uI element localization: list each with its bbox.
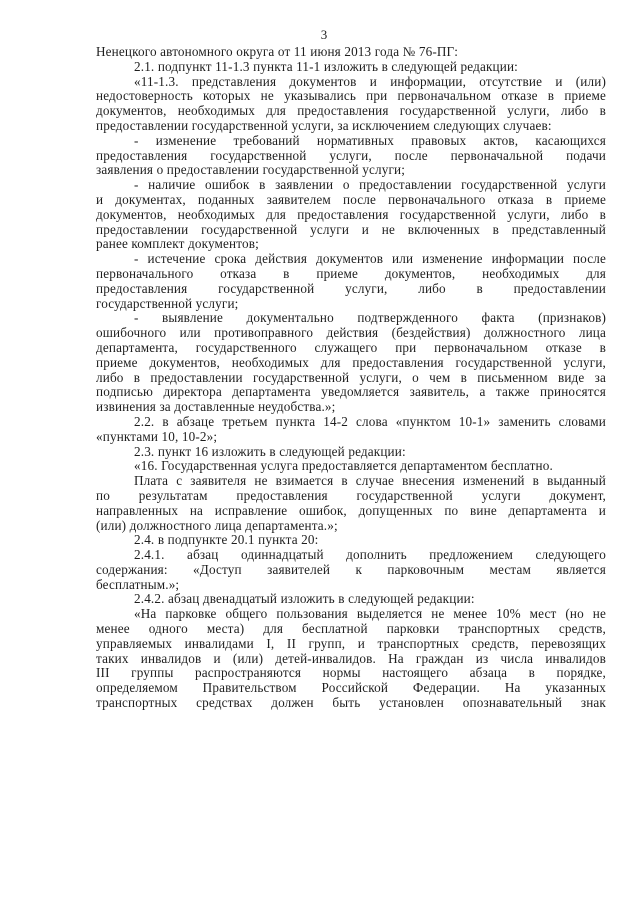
text-line: - изменение требований нормативных правовых актов, касающихся <box>134 133 606 148</box>
paragraph <box>96 607 606 711</box>
text-line: «На парковке общего пользования выделяется не менее 10% мест (но не <box>134 607 606 622</box>
paragraph <box>96 134 606 178</box>
paragraph <box>96 533 606 548</box>
text-line: предоставлении государственной услуги и не включенных в представленный <box>96 222 606 237</box>
text-line: «16. Государственная услуга предоставляется департаментом бесплатно. <box>134 459 553 474</box>
paragraph <box>96 75 606 134</box>
text-line: документов, необходимых для предоставления государственной услуги, либо в <box>96 207 606 222</box>
text-line: 2.4.2. абзац двенадцатый изложить в следующей редакции: <box>134 592 475 607</box>
document-body <box>96 45 606 711</box>
text-line: по результатам предоставления государственной услуги документ, <box>96 488 606 503</box>
text-line: предоставления государственной услуги, либо в предоставлении <box>96 281 606 296</box>
text-line: предоставления государственной услуги, после первоначальной подачи <box>96 148 606 163</box>
text-line: 2.4. в подпункте 20.1 пункта 20: <box>134 533 319 548</box>
paragraph <box>96 60 606 75</box>
text-line: 2.2. в абзаце третьем пункта 14-2 слова «пунктом 10-1» заменить словами <box>134 414 606 429</box>
text-line: определяемом Правительством Российской Федерации. На указанных <box>96 681 606 696</box>
text-line: департамента, государственного служащего при первоначальном отказе в <box>96 340 606 355</box>
text-line: таких инвалидов и (или) детей-инвалидов. На граждан из числа инвалидов <box>96 651 606 666</box>
text-line: управляемых инвалидами I, II групп, и транспортных средств, перевозящих <box>96 636 606 651</box>
paragraph <box>96 474 606 533</box>
text-line: III группы распространяются нормы настоящего абзаца в порядке, <box>96 666 606 681</box>
paragraph <box>96 178 606 252</box>
paragraph <box>96 415 606 445</box>
text-line: либо в предоставлении государственной услуги, о чем в письменном виде за <box>96 370 606 385</box>
text-line: - истечение срока действия документов или изменение информации после <box>134 252 606 267</box>
text-line: Плата с заявителя не взимается в случае внесения изменений в выданный <box>134 474 606 489</box>
text-line: Ненецкого автономного округа от 11 июня 2013 года № 76-ПГ: <box>96 45 459 59</box>
text-line: документов, необходимых для предоставления государственной услуги, либо в <box>96 104 606 119</box>
paragraph <box>96 252 606 311</box>
text-line: 2.3. пункт 16 изложить в следующей редакции: <box>134 444 406 459</box>
paragraph <box>96 45 606 60</box>
text-line: - наличие ошибок в заявлении о предоставлении государственной услуги <box>134 178 606 193</box>
text-line: 2.4.1. абзац одиннадцатый дополнить предложением следующего <box>134 548 606 563</box>
paragraph <box>96 445 606 460</box>
paragraph <box>96 548 606 592</box>
text-line: предоставлении государственной услуги, за исключением следующих случаев: <box>96 118 552 133</box>
text-line: бесплатным.»; <box>96 577 180 592</box>
page-number: 3 <box>320 27 328 42</box>
text-line: и документах, поданных заявителем после первоначального отказа в приеме <box>96 192 606 207</box>
text-line: (или) должностного лица департамента.»; <box>96 518 338 533</box>
text-line: менее одного места) для бесплатной парковки транспортных средств, <box>96 622 606 637</box>
text-line: недостоверность которых не указывались при первоначальном отказе в приеме <box>96 89 606 104</box>
text-line: «11-1.3. представления документов и информации, отсутствие и (или) <box>134 74 606 89</box>
text-line: направленных на исправление ошибок, допущенных по вине департамента и <box>96 503 606 518</box>
text-line: содержания: «Доступ заявителей к парковочным местам является <box>96 562 606 577</box>
text-line: государственной услуги; <box>96 296 239 311</box>
paragraph <box>96 459 606 474</box>
text-line: ошибочного или противоправного действия (бездействия) должностного лица <box>96 326 606 341</box>
text-line: первоначального отказа в приеме документов, необходимых для <box>96 266 606 281</box>
text-line: - выявление документально подтвержденного факта (признаков) <box>134 311 606 326</box>
paragraph <box>96 592 606 607</box>
text-line: извинения за доставленные неудобства.»; <box>96 400 336 415</box>
text-line: приеме документов, необходимых для предоставления государственной услуги, <box>96 355 606 370</box>
text-line: транспортных средствах должен быть установлен опознавательный знак <box>96 696 606 711</box>
text-line: ранее комплект документов; <box>96 237 259 252</box>
text-line: «пунктами 10, 10-2»; <box>96 429 218 444</box>
text-line: 2.1. подпункт 11-1.3 пункта 11-1 изложить в следующей редакции: <box>134 59 518 74</box>
text-line: заявления о предоставлении государственной услуги; <box>96 163 406 178</box>
paragraph <box>96 311 606 415</box>
text-line: подписью директора департамента уведомляется заявитель, а также приносятся <box>96 385 606 400</box>
